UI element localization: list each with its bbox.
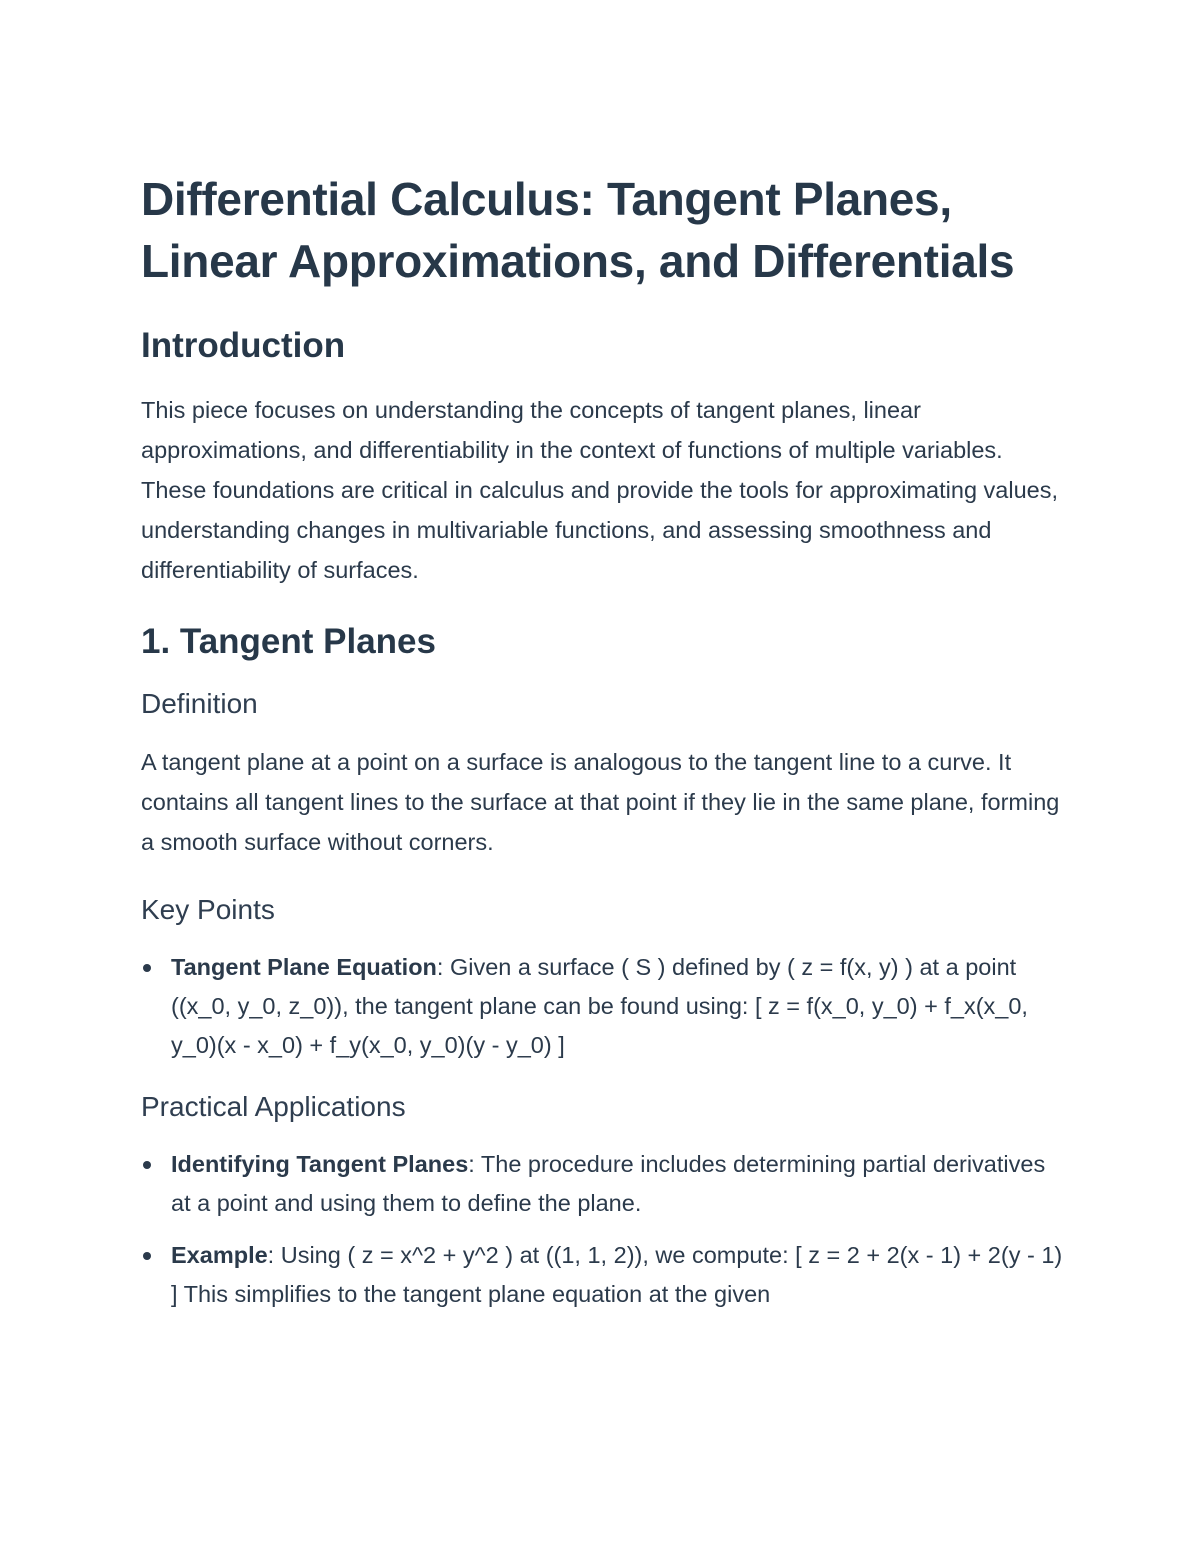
definition-paragraph: A tangent plane at a point on a surface is analogous to the tangent line to a curve. It contains all tangent lines to the surface at that point if they lie in the same plane, forming a smooth surface without corners. — [141, 749, 1060, 855]
document-title: Differential Calculus: Tangent Planes, Linear Approximations, and Differentials — [141, 173, 1015, 287]
bullet-icon — [143, 1252, 151, 1260]
list-item — [141, 1145, 1071, 1223]
introduction-paragraph: This piece focuses on understanding the concepts of tangent planes, linear approximations, and differentiability in the context of functions of multiple variables. These foundations are critical in calculus and provide the tools for approximating values, understanding changes in multivariable functions, and assessing smoothness and differentiability of surfaces. — [141, 397, 1059, 583]
list-item — [141, 948, 1071, 1065]
list-item — [141, 1236, 1071, 1314]
list-item-term: Example — [171, 1242, 268, 1268]
key-points-heading: Key Points — [141, 894, 275, 925]
definition-heading: Definition — [141, 688, 258, 719]
practical-applications-heading: Practical Applications — [141, 1091, 406, 1122]
applications-list — [141, 1145, 1071, 1314]
bullet-icon — [143, 964, 151, 972]
list-item-text: : Given a surface ( S ) defined by ( z = f(x, y) ) at a point ((x_0, y_0, z_0)), the tangent plane can be found using: [ z = f(x_0, y_0) + f_x(x_0, y_0)(x - x_0) + f_y(x_0, y_0)(y - y_0) ] — [171, 954, 1028, 1058]
introduction-heading: Introduction — [141, 326, 346, 365]
tangent-planes-heading: 1. Tangent Planes — [141, 622, 436, 661]
list-item-term: Identifying Tangent Planes — [171, 1151, 469, 1177]
list-item-term: Tangent Plane Equation — [171, 954, 437, 980]
document-page — [141, 168, 1071, 1338]
list-item-text: : Using ( z = x^2 + y^2 ) at ((1, 1, 2)), we compute: [ z = 2 + 2(x - 1) + 2(y - 1) ] This simplifies to the tangent plane equation at the given — [171, 1242, 1063, 1307]
key-points-list — [141, 948, 1071, 1065]
bullet-icon — [143, 1161, 151, 1169]
list-item-text: : The procedure includes determining partial derivatives at a point and using them to define the plane. — [171, 1151, 1046, 1216]
